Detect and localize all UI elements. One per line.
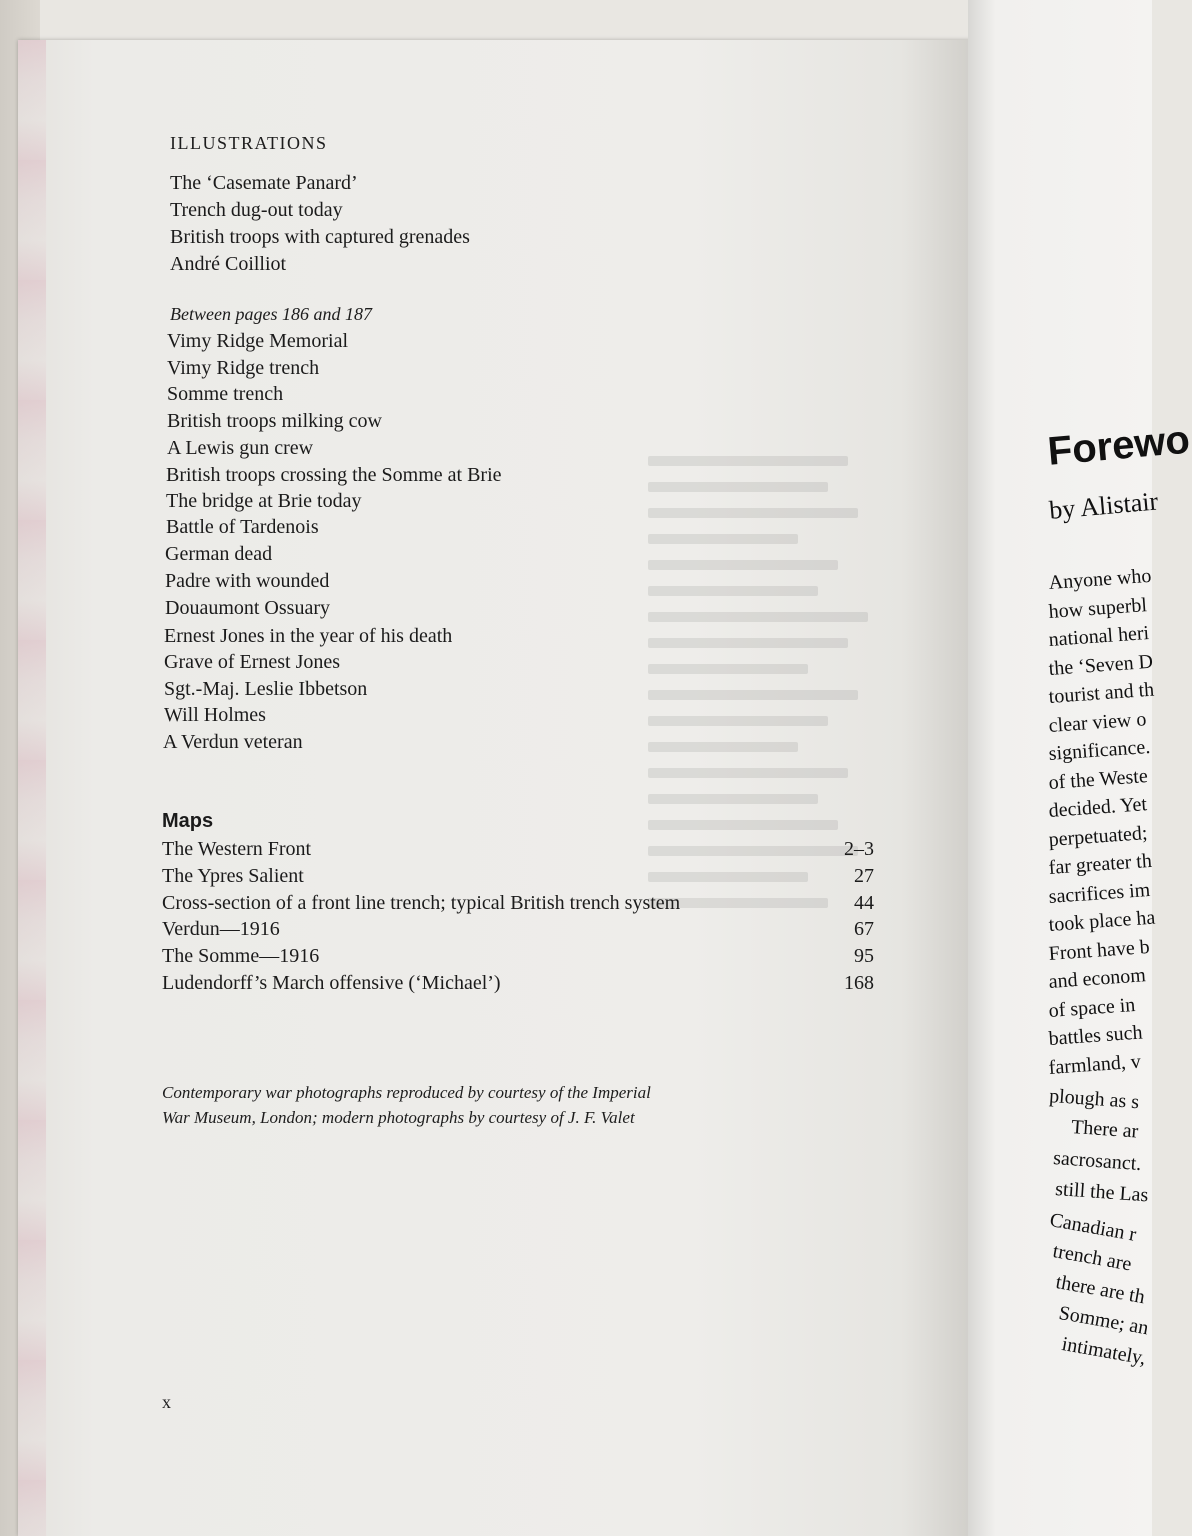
- foreword-line: still the Las: [1054, 1178, 1150, 1207]
- foreword-line: farmland, v: [1048, 1050, 1142, 1079]
- map-title: The Somme—1916: [162, 945, 320, 967]
- illustration-item: Grave of Ernest Jones: [164, 651, 341, 673]
- foreword-line: the ‘Seven D: [1048, 650, 1154, 680]
- illustrations-heading: ILLUSTRATIONS: [170, 133, 328, 153]
- foreword-line: sacrifices im: [1048, 878, 1151, 908]
- foreword-line: Front have b: [1048, 935, 1151, 965]
- foreword-line: national heri: [1048, 621, 1150, 651]
- map-title: The Ypres Salient: [162, 865, 304, 887]
- right-page: [968, 0, 1192, 1536]
- map-title: Ludendorff’s March offensive (‘Michael’): [162, 972, 501, 994]
- map-page-number: 95: [854, 945, 874, 967]
- map-entry: [162, 918, 874, 941]
- foreword-line: trench are: [1051, 1240, 1134, 1276]
- map-entry: [162, 892, 874, 915]
- map-entry: [162, 838, 874, 861]
- foreword-line: clear view o: [1048, 707, 1148, 737]
- page-number: x: [162, 1392, 171, 1412]
- foreword-line: sacrosanct.: [1052, 1147, 1143, 1176]
- foreword-line: tourist and th: [1048, 678, 1155, 708]
- illustration-item: André Coilliot: [170, 253, 287, 275]
- illustration-item: Vimy Ridge Memorial: [167, 330, 348, 352]
- illustration-item: Ernest Jones in the year of his death: [164, 625, 453, 647]
- map-title: The Western Front: [162, 838, 312, 860]
- show-through-text: [648, 440, 908, 1390]
- illustration-item: British troops with captured grenades: [170, 226, 470, 248]
- map-page-number: 67: [854, 918, 874, 940]
- foreword-line: of the Weste: [1048, 764, 1149, 794]
- foreword-line: decided. Yet: [1048, 793, 1148, 822]
- foreword-line: how superbl: [1048, 593, 1148, 623]
- foreword-line: far greater th: [1048, 849, 1153, 879]
- foreword-line: plough as s: [1048, 1085, 1140, 1114]
- illustration-item: Will Holmes: [164, 704, 266, 726]
- illustration-item: A Verdun veteran: [163, 731, 303, 753]
- illustration-item: Trench dug-out today: [170, 199, 343, 221]
- foreword-byline: by Alistair: [1048, 486, 1160, 525]
- illustration-item: The bridge at Brie today: [166, 490, 362, 512]
- foreword-line: of space in: [1048, 993, 1136, 1022]
- illustration-item: Somme trench: [167, 383, 284, 405]
- illustration-item: British troops crossing the Somme at Brie: [166, 464, 502, 486]
- illustration-item: German dead: [165, 543, 273, 565]
- illustration-item: Padre with wounded: [165, 570, 330, 592]
- foreword-line: Canadian r: [1048, 1209, 1138, 1246]
- map-entry: [162, 865, 874, 888]
- illustration-item: A Lewis gun crew: [167, 437, 314, 459]
- map-page-number: 2–3: [844, 838, 874, 860]
- foreword-line: and econom: [1048, 964, 1147, 993]
- foreword-line: Anyone who: [1048, 564, 1153, 594]
- foreword-title: Forewo: [1046, 417, 1192, 474]
- map-entry: [162, 972, 874, 995]
- map-page-number: 27: [854, 865, 874, 887]
- foreword-line: took place ha: [1048, 906, 1156, 936]
- foreword-line: significance.: [1048, 735, 1151, 765]
- illustration-item: Douaumont Ossuary: [165, 597, 330, 619]
- foreword-line: there are th: [1054, 1271, 1147, 1309]
- photo-credit-line: Contemporary war photographs reproduced by courtesy of the Imperial: [162, 1083, 651, 1102]
- photo-credit: [162, 1080, 762, 1130]
- foreword-line: perpetuated;: [1048, 821, 1149, 851]
- maps-heading: Maps: [162, 810, 214, 832]
- map-title: Cross-section of a front line trench; typical British trench system: [162, 892, 681, 914]
- left-page: [18, 40, 978, 1536]
- photo-credit-line: War Museum, London; modern photographs by courtesy of J. F. Valet: [162, 1108, 635, 1127]
- map-page-number: 44: [854, 892, 874, 914]
- page-stain: [18, 40, 46, 1536]
- illustration-item: The ‘Casemate Panard’: [170, 172, 358, 194]
- map-title: Verdun—1916: [162, 918, 280, 940]
- map-entry: [162, 945, 874, 968]
- illustration-item: British troops milking cow: [167, 410, 382, 432]
- map-page-number: 168: [844, 972, 874, 994]
- between-pages-subheading: Between pages 186 and 187: [170, 304, 372, 324]
- foreword-line: There ar: [1070, 1116, 1140, 1143]
- illustration-item: Sgt.-Maj. Leslie Ibbetson: [164, 678, 368, 700]
- illustration-item: Battle of Tardenois: [166, 516, 319, 538]
- foreword-line: battles such: [1048, 1021, 1144, 1050]
- illustration-item: Vimy Ridge trench: [167, 357, 320, 379]
- foreword-line: intimately,: [1060, 1333, 1148, 1370]
- foreword-line: Somme; an: [1057, 1302, 1151, 1340]
